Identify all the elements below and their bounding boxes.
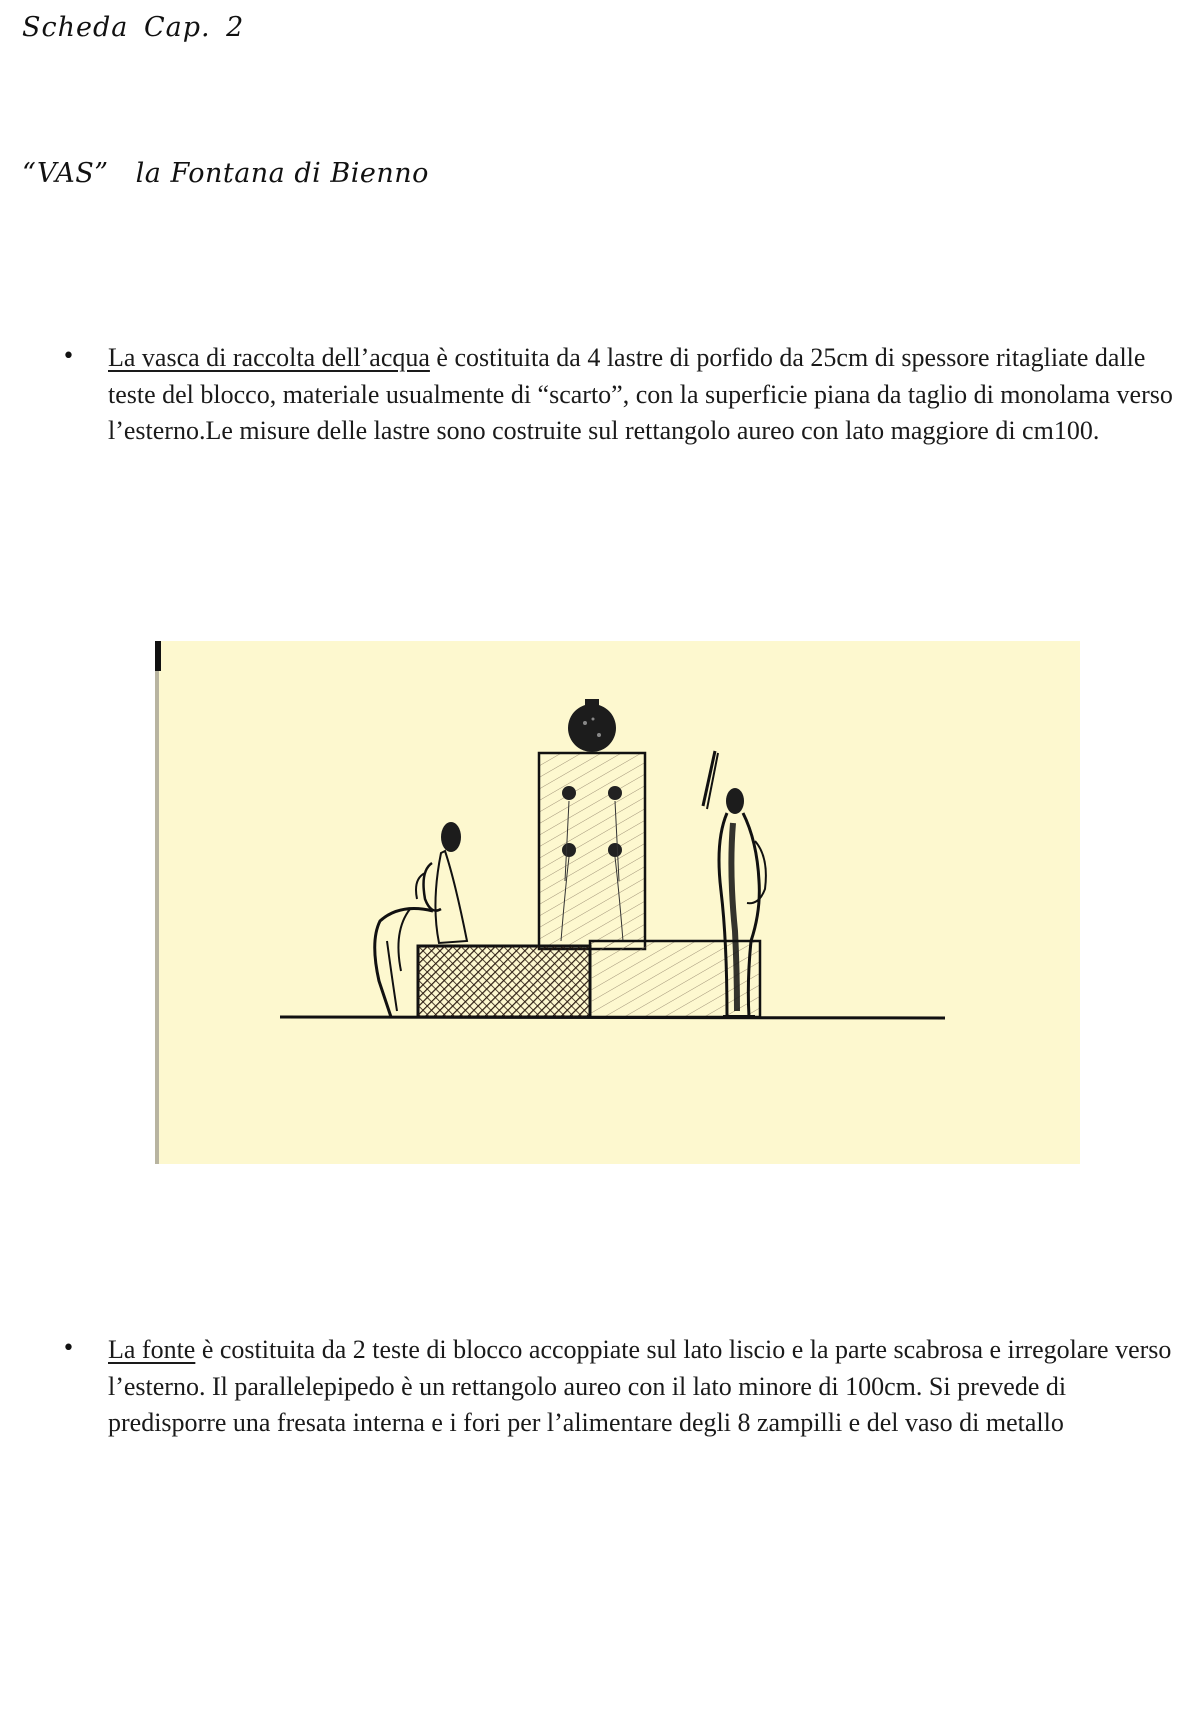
spout <box>562 786 576 800</box>
fountain-sketch <box>155 641 1080 1164</box>
figure-seated-body <box>435 851 467 943</box>
paragraph-fonte <box>108 1332 1183 1442</box>
paragraph-body: è costituita da 2 teste di blocco accoppiate sul lato liscio e la parte scabrosa e irregolare verso l’esterno. Il parallelepipedo è un rettangolo aureo con il lato minore di 100cm. Si prevede di predisporre una fresata interna e i fori per l’alimentare degli 8 zampilli e del vaso di metallo <box>108 1335 1172 1437</box>
sketch-corner-mark <box>155 641 161 671</box>
metal-vase <box>568 704 616 752</box>
title-quoted-name: “VAS” <box>22 158 109 189</box>
bullet-marker: • <box>62 344 75 369</box>
title-rest: la Fontana di Bienno <box>135 158 429 189</box>
fountain-tower <box>539 753 645 949</box>
spout <box>608 843 622 857</box>
figure-head <box>441 822 461 852</box>
page-header: Scheda Cap. 2 <box>22 12 245 43</box>
paragraph-lead-underlined: La vasca di raccolta dell’acqua <box>108 343 430 372</box>
paragraph-vasca <box>108 340 1183 450</box>
sketch-edge <box>155 641 159 1164</box>
paragraph-body: è costituita da 4 lastre di porfido da 25cm di spessore ritagliate dalle teste del blocco, materiale usualmente di “scarto”, con la superficie piana da taglio di monolama verso l’esterno.Le misure delle lastre sono costruite sul rettangolo aureo con lato maggiore di cm100. <box>108 343 1173 445</box>
paragraph-lead-underlined: La fonte <box>108 1335 196 1364</box>
spout <box>608 786 622 800</box>
bullet-marker: • <box>62 1336 75 1361</box>
metal-vase-neck <box>585 699 599 707</box>
spout <box>562 843 576 857</box>
figure-head <box>726 788 744 814</box>
document-title <box>22 158 429 189</box>
fountain-sketch-drawing <box>155 641 1080 1164</box>
